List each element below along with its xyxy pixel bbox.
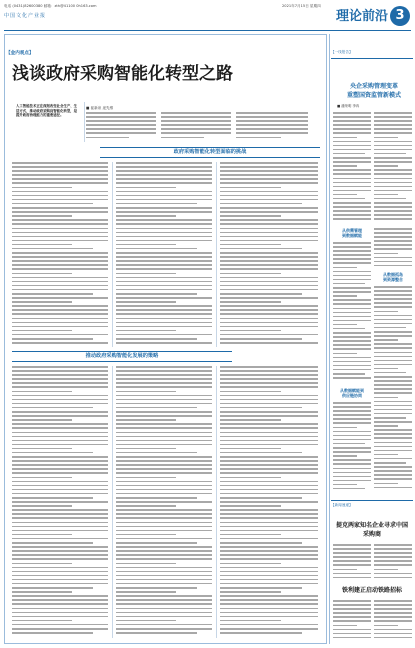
- section2-column-3: [220, 366, 318, 638]
- column-divider: [112, 366, 113, 638]
- section1-column-1: [12, 162, 108, 347]
- right-col-b-3: [374, 286, 412, 496]
- brief1-col-a: [333, 544, 371, 582]
- right-col-b-1: [374, 112, 412, 224]
- intro-column-2: [161, 112, 231, 142]
- column-divider: [216, 162, 217, 347]
- right-col-a-1: [333, 112, 371, 224]
- brief-title-2: 铁利建正启动铁路招标: [341, 587, 402, 594]
- right-column-divider: [329, 34, 330, 644]
- subhead-band-2: [12, 351, 232, 362]
- article-title: 浅谈政府采购智能化转型之路: [12, 64, 233, 84]
- right-top-rule: [331, 58, 413, 59]
- section1-column-3: [220, 162, 318, 347]
- column-divider: [216, 366, 217, 638]
- lede-divider: [84, 102, 85, 142]
- right-subhead-1: 从供需管理 到数据赋能: [342, 228, 362, 238]
- brief1-col-b: [374, 544, 412, 582]
- subhead-band-1: [100, 147, 320, 158]
- right-col-a-3: [333, 402, 371, 496]
- subhead-2: 推动政府采购智能化发展的策略: [85, 353, 159, 359]
- right-subhead-3: 从数据赋能到 供应链协同: [340, 388, 364, 398]
- brief-title-1: 提克两家知名企业寻求中国 采购商: [335, 522, 408, 538]
- section-title: 理论前沿: [336, 9, 389, 24]
- right-col-a-2: [333, 242, 371, 384]
- page-header: [0, 0, 415, 36]
- right-col-b-2: [374, 228, 412, 268]
- right-mid-rule: [331, 500, 413, 501]
- right-column-tag: 【一线报告】: [331, 50, 353, 54]
- header-date: 2021年7月15日 星期四: [282, 4, 321, 8]
- column-divider: [112, 162, 113, 347]
- article-author: ■ 崔新泉 庞先维: [86, 106, 114, 110]
- right-article-title: 央企采购管理变革 重塑国资监管新模式: [346, 83, 401, 99]
- subhead-1: 政府采购智能化转型面临的挑战: [173, 149, 247, 155]
- newspaper-logo: 中国文化产业报: [4, 13, 47, 19]
- brief2-col-a: [333, 600, 371, 642]
- right-subhead-2: 从数据孤岛 到资源整合: [383, 272, 403, 282]
- intro-column-3: [236, 112, 308, 142]
- header-meta: 电话 (0431)82600380 邮箱：zth@41100 0h163.com: [4, 4, 97, 8]
- article-lede: 人工智能技术正在深刻改变社会生产、生活方式，推动政府采购向智能化转型，是提升政府治理能力的重要途径。: [16, 104, 78, 118]
- intro-column-1: [86, 112, 156, 142]
- news-brief-tag: 【新闻速递】: [331, 503, 353, 507]
- section1-column-2: [116, 162, 212, 347]
- header-rule: [4, 30, 411, 31]
- section2-column-1: [12, 366, 108, 638]
- section2-column-2: [116, 366, 212, 638]
- right-article-author: ■ 潘荣明 李冉: [337, 104, 360, 108]
- article-tag: 【金内观点】: [6, 51, 34, 56]
- page-number-badge: 3: [390, 6, 410, 26]
- brief2-col-b: [374, 600, 412, 642]
